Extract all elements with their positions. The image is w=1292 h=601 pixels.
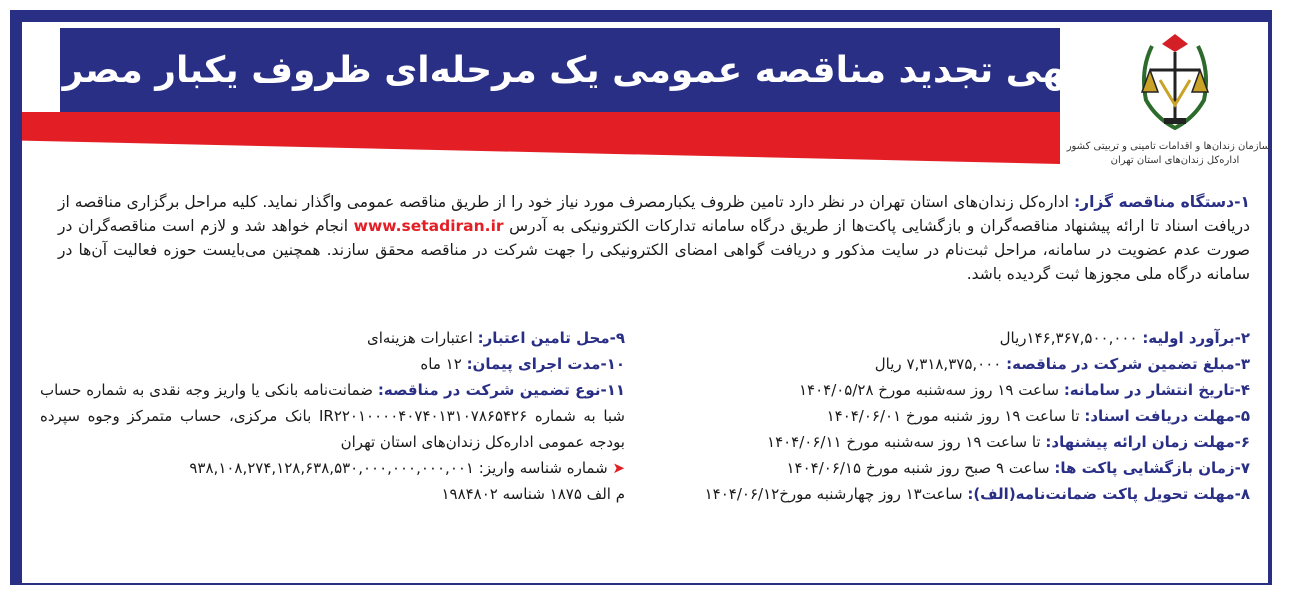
item-row: [640, 325, 1250, 351]
item-label: ۱۱-نوع تضمین شرکت در مناقصه:: [377, 381, 625, 399]
item-row: [640, 351, 1250, 377]
item-value: ۷,۳۱۸,۳۷۵,۰۰۰ ریال: [874, 355, 1007, 373]
item-label: ۸-مهلت تحویل پاکت ضمانت‌نامه(الف):: [967, 485, 1250, 503]
deposit-id-row: [40, 455, 625, 481]
item-value: تا ساعت ۱۹ روز سه‌شنبه مورخ ۱۴۰۴/۰۶/۱۱: [767, 433, 1046, 451]
ad-footer-code: م الف ۱۸۷۵ شناسه ۱۹۸۴۸۰۲: [441, 485, 625, 503]
item-value: ۱۲ ماه: [420, 355, 467, 373]
intro-paragraph: [58, 190, 1250, 286]
logo-org-name: سازمان زندان‌ها و اقدامات تامینی و تربیتی کشور: [1066, 141, 1270, 152]
item-label: ۶-مهلت زمان ارائه پیشنهاد:: [1045, 433, 1250, 451]
intro-text-2: انجام خواهد شد و لازم است مناقصه‌گران در صورت عدم عضویت در سامانه، مراحل ثبت‌نام در سایت مذکور و دریافت گواهی امضای الکترونیکی را جهت شرکت در مناقصه محقق سازند. همچنین می‌بایست حوزه فعالیت آن‌ها در سامانه درگاه ملی مجوزها ثبت گردیده باشد.: [58, 217, 1250, 283]
deposit-id: شماره شناسه واریز: ۹۳۸,۱۰۸,۲۷۴,۱۲۸,۶۳۸,۵۳۰,۰۰۰,۰۰۰,۰۰۰,۰۰۱: [189, 459, 613, 477]
logo-org-sub: اداره‌کل زندان‌های استان تهران: [1110, 155, 1240, 166]
justice-scales-icon: [1130, 30, 1220, 140]
details-right-column: [640, 325, 1250, 507]
item-label: ۴-تاریخ انتشار در سامانه:: [1063, 381, 1250, 399]
item-row: [640, 429, 1250, 455]
arrow-left-icon: ➤: [612, 459, 625, 477]
item-row-guarantee: [40, 377, 625, 455]
item-label: ۳-مبلغ تضمین شرکت در مناقصه:: [1006, 355, 1250, 373]
item-row: [640, 377, 1250, 403]
item-value: ساعت ۱۹ روز سه‌شنبه مورخ ۱۴۰۴/۰۵/۲۸: [798, 381, 1064, 399]
item-label: ۹-محل تامین اعتبار:: [477, 329, 625, 347]
item-label: ۱۰-مدت اجرای پیمان:: [466, 355, 625, 373]
item-value: ۱۴۶,۳۶۷,۵۰۰,۰۰۰ریال: [999, 329, 1143, 347]
item-value: تا ساعت ۱۹ روز شنبه مورخ ۱۴۰۴/۰۶/۰۱: [826, 407, 1085, 425]
item-row: [640, 403, 1250, 429]
item-value: ساعت ۹ صبح روز شنبه مورخ ۱۴۰۴/۰۶/۱۵: [786, 459, 1055, 477]
item-label: ۷-زمان بازگشایی پاکت ها:: [1054, 459, 1250, 477]
setadiran-link[interactable]: www.setadiran.ir: [353, 217, 504, 235]
intro-label: ۱-دستگاه مناقصه گزار:: [1073, 193, 1250, 211]
item-row-funding: [40, 325, 625, 351]
item-label: ۵-مهلت دریافت اسناد:: [1084, 407, 1250, 425]
item-row: [640, 455, 1250, 481]
details-left-column: [40, 325, 625, 507]
item-row: [640, 481, 1250, 507]
item-value: اعتبارات هزینه‌ای: [366, 329, 478, 347]
item-row-duration: [40, 351, 625, 377]
item-value: ضمانت‌نامه بانکی یا واریز وجه نقدی به شماره حساب شبا به شماره IR۲۲۰۱۰۰۰۰۴۰۷۴۰۱۳۱۰۷۸۶۵۴۲۶ بانک مرکزی، حساب متمرکز وجوه سپرده بودجه عمومی اداره‌کل زندان‌های استان تهران: [40, 381, 625, 451]
organization-logo: [1066, 30, 1270, 180]
ad-title: آگهی تجدید مناقصه عمومی یک مرحله‌ای ظروف یکبار مصرف: [20, 49, 1100, 91]
intro-text-1: اداره‌کل زندان‌های استان تهران در نظر دارد تامین ظروف یکبارمصرف مورد نیاز خود را از طریق مناقصه عمومی واگذار نماید. کلیه مراحل برگزاری مناقصه از دریافت اسناد تا ارائه پیشنهاد مناقصه‌گران و بازگشایی پاکت‌ها از طریق درگاه سامانه تدارکات الکترونیکی به آدرس: [58, 193, 1250, 235]
item-value: ساعت۱۳ روز چهارشنبه مورخ۱۴۰۴/۰۶/۱۲: [704, 485, 968, 503]
item-label: ۲-برآورد اولیه:: [1142, 329, 1250, 347]
